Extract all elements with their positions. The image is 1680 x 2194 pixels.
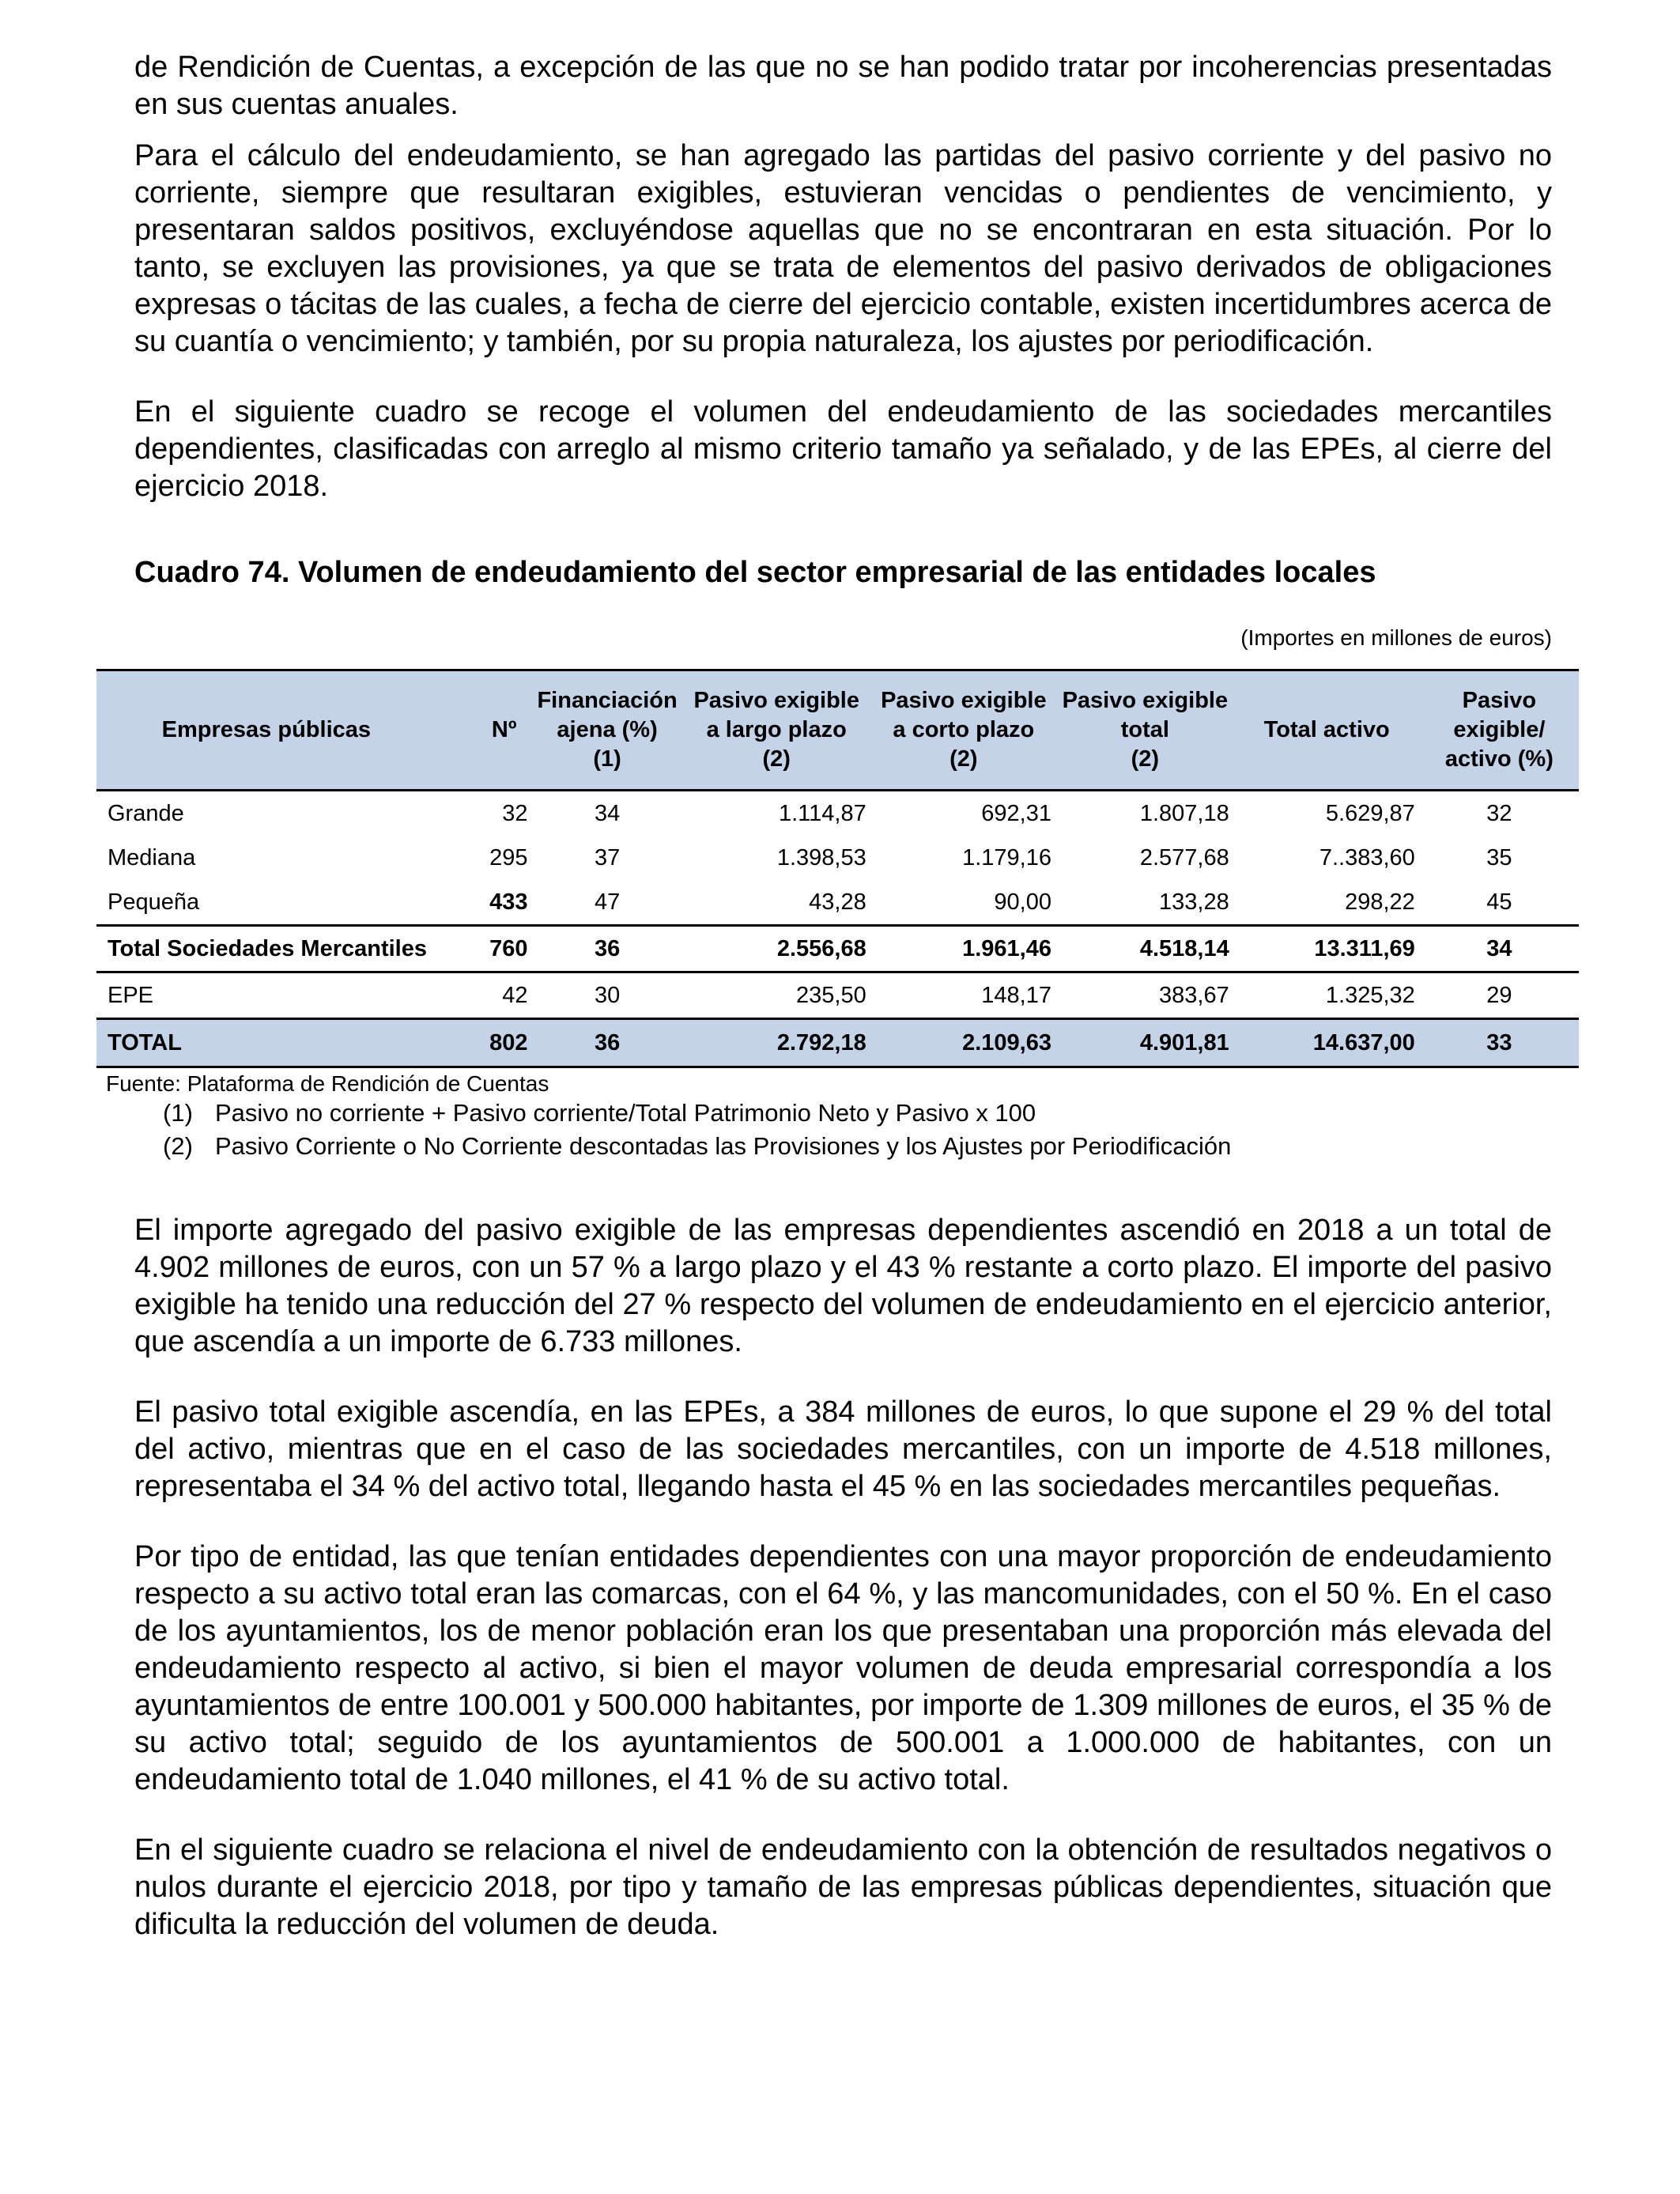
header-largo-plazo: Pasivo exigible a largo plazo (2) xyxy=(682,670,871,791)
table-row-total: TOTAL 802 36 2.792,18 2.109,63 4.901,81 14.637,00 33 xyxy=(96,1019,1579,1067)
table-header-row xyxy=(96,670,1579,791)
paragraph-body-2: El pasivo total exigible ascendía, en las EPEs, a 384 millones de euros, lo que supone el 29 % del total del activo, mientras que en el caso de las sociedades mercantiles, con un importe de 4.518 millones, representaba el 34 % del activo total, llegando hasta el 45 % en las sociedades mercantiles pequeñas. xyxy=(134,1395,1552,1503)
table-title: Cuadro 74. Volumen de endeudamiento del sector empresarial de las entidades locales xyxy=(134,556,1376,589)
table-row: Mediana 295 37 1.398,53 1.179,16 2.577,68 7..383,60 35 xyxy=(108,845,1512,870)
header-financiacion: Financiación ajena (%) (1) xyxy=(532,670,681,791)
table-row: EPE 42 30 235,50 148,17 383,67 1.325,32 29 xyxy=(96,972,1579,1019)
table-row: Grande 32 34 1.114,87 692,31 1.807,18 5.629,87 32 xyxy=(108,801,1512,826)
paragraph-intro-2: Para el cálculo del endeudamiento, se han agregado las partidas del pasivo corriente y del pasivo no corriente, siempre que resultaran exigibles, estuvieran vencidas o pendientes de vencimiento, y presentaran saldos positivos, excluyéndose aquellas que no se encontraran en esta situación. Por lo tanto, se excluyen las provisiones, ya que se trata de elementos del pasivo derivados de obligaciones expresas o tácitas de las cuales, a fecha de cierre del ejercicio contable, existen incertidumbres acerca de su cuantía o vencimiento; y también, por su propia naturaleza, los ajustes por periodificación. xyxy=(134,139,1552,358)
paragraph-intro-3: En el siguiente cuadro se recoge el volumen del endeudamiento de las sociedades mercantiles dependientes, clasificadas con arreglo al mismo criterio tamaño ya señalado, y de las EPEs, al cierre del ejercicio 2018. xyxy=(134,395,1552,503)
paragraph-body-3: Por tipo de entidad, las que tenían entidades dependientes con una mayor proporción de endeudamiento respecto a su activo total eran las comarcas, con el 64 %, y las mancomunidades, con el 50 %. En el caso de los ayuntamientos, los de menor población eran los que presentaban una proporción más elevada del endeudamiento respecto al activo, si bien el mayor volumen de deuda empresarial correspondía a los ayuntamientos de entre 100.001 y 500.000 habitantes, por importe de 1.309 millones de euros, el 35 % de su activo total; seguido de los ayuntamientos de 500.001 a 1.000.000 de habitantes, con un endeudamiento total de 1.040 millones, el 41 % de su activo total. xyxy=(134,1540,1552,1796)
table-units: (Importes en millones de euros) xyxy=(1240,625,1552,650)
table-note-1: (1) Pasivo no corriente + Pasivo corriente/Total Patrimonio Neto y Pasivo x 100 xyxy=(163,1099,1036,1127)
header-total-activo: Total activo xyxy=(1234,670,1420,791)
header-pasivo-total: Pasivo exigible total (2) xyxy=(1056,670,1234,791)
table-row-subtotal: Total Sociedades Mercantiles 760 36 2.556,68 1.961,46 4.518,14 13.311,69 34 xyxy=(96,926,1579,972)
header-ratio: Pasivo exigible/ activo (%) xyxy=(1420,670,1579,791)
document-page xyxy=(106,49,1554,1943)
header-numero: Nº xyxy=(436,670,533,791)
header-corto-plazo: Pasivo exigible a corto plazo (2) xyxy=(871,670,1056,791)
paragraph-body-4: En el siguiente cuadro se relaciona el nivel de endeudamiento con la obtención de resultados negativos o nulos durante el ejercicio 2018, por tipo y tamaño de las empresas públicas dependientes, situación que dificulta la reducción del volumen de deuda. xyxy=(134,1833,1552,1941)
table-note-2: (2) Pasivo Corriente o No Corriente descontadas las Provisiones y los Ajustes por Periodificación xyxy=(163,1132,1232,1160)
paragraph-body-1: El importe agregado del pasivo exigible de las empresas dependientes ascendió en 2018 a un total de 4.902 millones de euros, con un 57 % a largo plazo y el 43 % restante a corto plazo. El importe del pasivo exigible ha tenido una reducción del 27 % respecto del volumen de endeudamiento en el ejercicio anterior, que ascendía a un importe de 6.733 millones. xyxy=(134,1214,1552,1358)
header-empresas: Empresas públicas xyxy=(96,670,436,791)
paragraph-intro-1: de Rendición de Cuentas, a excepción de las que no se han podido tratar por incoherencias presentadas en sus cuentas anuales. xyxy=(134,51,1552,121)
debt-table xyxy=(96,669,1579,1068)
table-source: Fuente: Plataforma de Rendición de Cuentas xyxy=(106,1071,549,1096)
table-row: Pequeña 433 47 43,28 90,00 133,28 298,22 45 xyxy=(108,889,1512,915)
